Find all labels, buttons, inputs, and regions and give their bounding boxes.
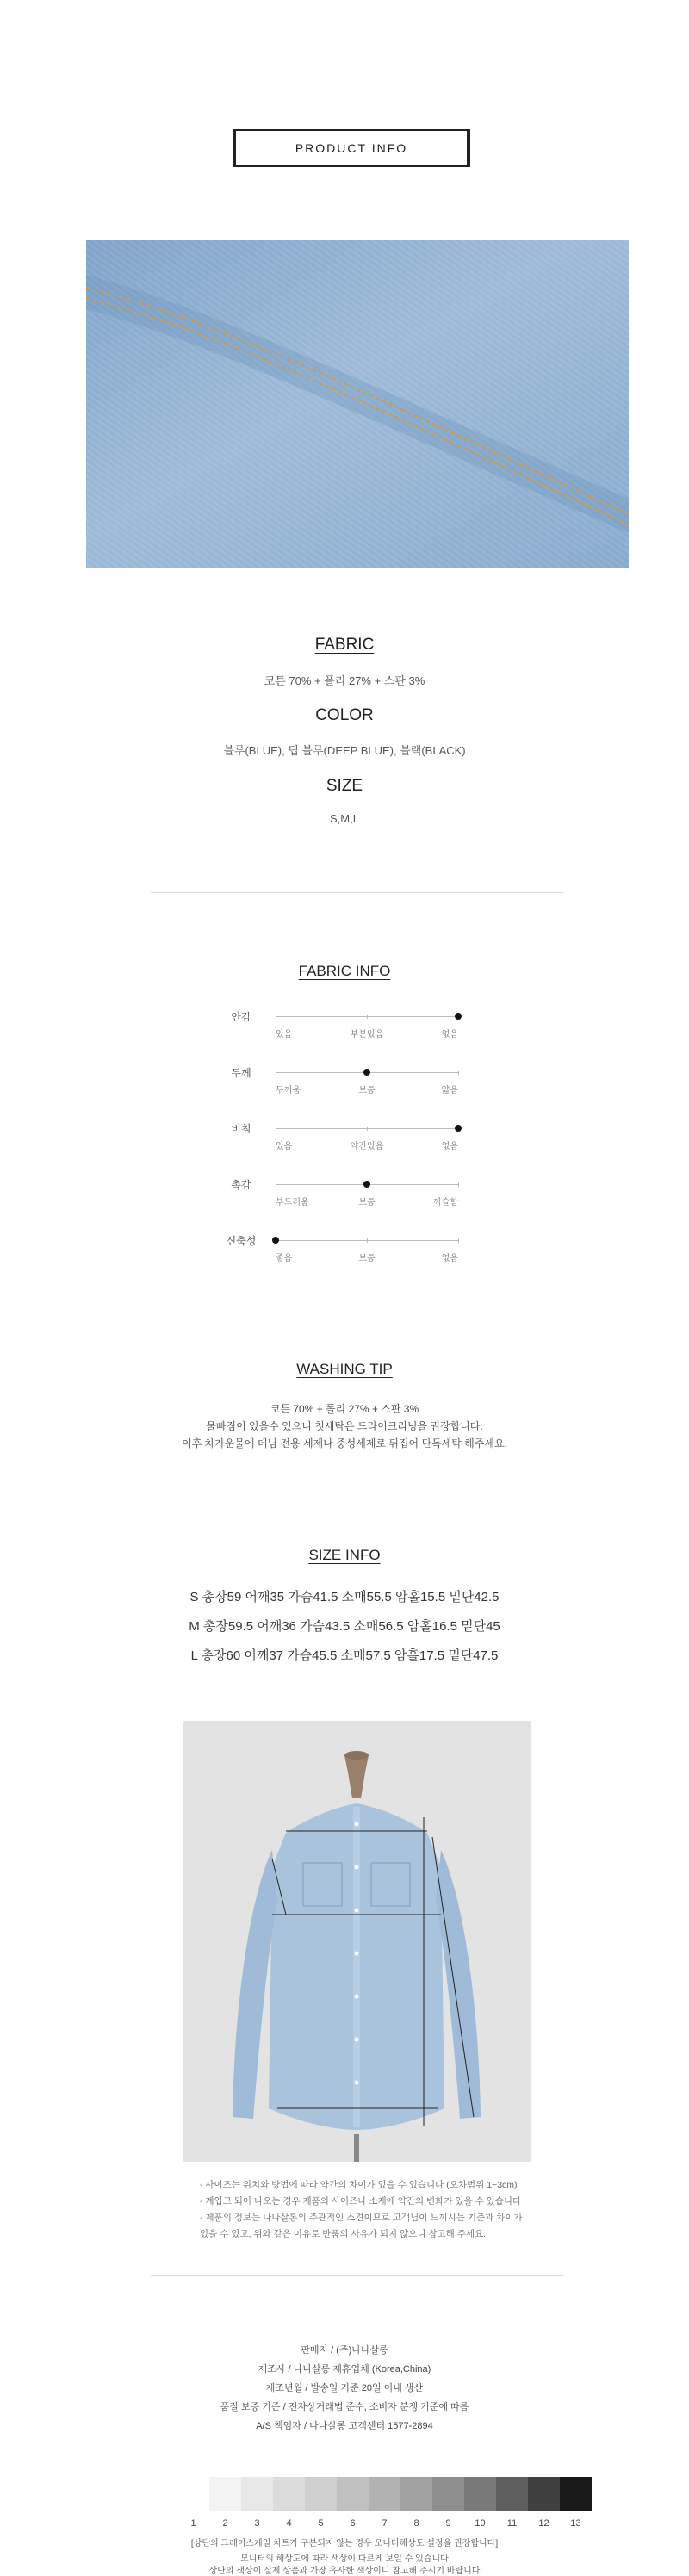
size-note: - 계입고 되어 나오는 경우 제품의 사이즈나 소재에 약간의 변화가 있을 수 있습니다 [200, 2196, 522, 2207]
grayscale-number: 10 [475, 2518, 486, 2529]
grayscale-number: 11 [506, 2518, 518, 2529]
grayscale-swatch [273, 2477, 305, 2511]
grayscale-number: 9 [445, 2518, 451, 2529]
fabric-info-tick [367, 1015, 368, 1019]
fabric-info-selected-dot [455, 1013, 462, 1020]
fabric-info-option: 있음 [276, 1030, 293, 1040]
grayscale-swatch [337, 2477, 369, 2511]
fabric-info-tick [458, 1071, 459, 1075]
grayscale-number: 2 [222, 2518, 228, 2529]
fabric-info-label: 비침 [231, 1123, 251, 1135]
fabric-info-option: 약간있음 [350, 1142, 384, 1151]
fabric-info-tick [367, 1127, 368, 1131]
washing-tip-title: WASHING TIP [296, 1361, 393, 1377]
grayscale-note: 상단의 색상이 실제 상품과 가장 유사한 색상이니 참고해 주시기 바랍니다 [208, 2567, 481, 2576]
fabric-info-tick [367, 1238, 368, 1243]
grayscale-number: 7 [382, 2518, 388, 2529]
grayscale-number: 8 [413, 2518, 419, 2529]
grayscale-number: 1 [190, 2518, 196, 2529]
grayscale-number: 6 [350, 2518, 356, 2529]
grayscale-swatch [560, 2477, 592, 2511]
shirt-measurement-photo [183, 1721, 531, 2162]
size-info-title: SIZE INFO [308, 1547, 381, 1563]
fabric-info-option: 부분있음 [350, 1030, 384, 1040]
footer-line: 판매자 / (주)나나살롱 [301, 2345, 388, 2356]
grayscale-swatch [432, 2477, 464, 2511]
fabric-info-option: 보통 [358, 1254, 376, 1263]
grayscale-note: 모니터의 해상도에 따라 색상이 다르게 보일 수 있습니다 [240, 2554, 449, 2564]
fabric-info-option: 없음 [441, 1142, 458, 1151]
fabric-info-option: 두꺼움 [276, 1086, 301, 1096]
grayscale-number: 4 [286, 2518, 292, 2529]
fabric-info-label: 촉감 [231, 1179, 251, 1191]
grayscale-swatch [496, 2477, 528, 2511]
washing-line: 코튼 70% + 폴리 27% + 스판 3% [270, 1403, 419, 1415]
grayscale-swatch [177, 2477, 209, 2511]
fabric-info-selected-dot [363, 1181, 370, 1188]
grayscale-swatch [305, 2477, 337, 2511]
color-title: COLOR [315, 706, 374, 724]
grayscale-swatch [528, 2477, 560, 2511]
fabric-info-selected-dot [363, 1069, 370, 1076]
fabric-info-title: FABRIC INFO [298, 963, 391, 979]
grayscale-swatch [209, 2477, 241, 2511]
grayscale-number: 12 [538, 2518, 549, 2529]
grayscale-number: 5 [318, 2518, 324, 2529]
fabric-info-label: 안감 [231, 1011, 251, 1023]
footer-line: 제조사 / 나나살롱 제휴업체 (Korea,China) [258, 2364, 431, 2374]
size-value: S,M,L [330, 812, 359, 825]
grayscale-swatch [369, 2477, 400, 2511]
grayscale-number: 13 [570, 2518, 581, 2529]
grayscale-caption: [상단의 그레이스케일 차트가 구분되지 않는 경우 모니터해상도 설정을 권장합니다] [190, 2539, 499, 2548]
fabric-info-option: 얇음 [441, 1086, 458, 1096]
fabric-info-tick [458, 1182, 459, 1187]
footer-line: A/S 책임자 / 나나살롱 고객센터 1577-2894 [256, 2421, 433, 2431]
size-title: SIZE [326, 777, 363, 795]
washing-line: 이후 차가운물에 데님 전용 세제나 중성세제로 뒤집어 단독세탁 해주세요. [182, 1437, 507, 1449]
size-line-l: L 총장60 어깨37 가슴45.5 소매57.5 암홀17.5 밑단47.5 [190, 1648, 499, 1663]
fabric-info-tick [458, 1238, 459, 1243]
fabric-info-label: 신축성 [226, 1235, 257, 1247]
fabric-info-option: 있음 [276, 1142, 293, 1151]
fabric-info-option: 보통 [358, 1086, 376, 1096]
divider [151, 2275, 564, 2276]
washing-line: 물빠짐이 있을수 있으니 첫세탁은 드라이크리닝을 권장합니다. [206, 1420, 483, 1432]
size-note: 있을 수 있고, 위와 같은 이유로 반품의 사유가 되지 않으니 참고해 주세요. [200, 2229, 487, 2239]
product-info-header: PRODUCT INFO [233, 129, 470, 167]
fabric-info-option: 없음 [441, 1030, 458, 1040]
denim-fabric-photo [86, 240, 629, 568]
footer-line: 제조년월 / 발송일 기준 20일 이내 생산 [265, 2383, 424, 2393]
footer-line: 품질 보증 기준 / 전자상거래법 준수, 소비자 분쟁 기준에 따름 [220, 2402, 469, 2412]
size-line-m: M 총장59.5 어깨36 가슴43.5 소매56.5 암홀16.5 밑단45 [189, 1619, 500, 1634]
fabric-info-option: 까슬함 [433, 1198, 458, 1207]
divider [151, 892, 564, 893]
grayscale-swatch [400, 2477, 432, 2511]
fabric-info-option: 부드러움 [276, 1198, 309, 1207]
grayscale-swatch [241, 2477, 273, 2511]
size-note: - 사이즈는 위치와 방법에 따라 약간의 차이가 있을 수 있습니다 (오차범위 1~3cm) [200, 2180, 518, 2190]
fabric-info-option: 보통 [358, 1198, 376, 1207]
fabric-info-option: 좋음 [276, 1254, 293, 1263]
grayscale-number: 3 [254, 2518, 260, 2529]
size-line-s: S 총장59 어깨35 가슴41.5 소매55.5 암홀15.5 밑단42.5 [189, 1590, 500, 1605]
fabric-info-selected-dot [272, 1237, 279, 1244]
fabric-info-selected-dot [455, 1125, 462, 1132]
color-value: 블루(BLUE), 딥 블루(DEEP BLUE), 블랙(BLACK) [223, 744, 466, 757]
fabric-info-option: 없음 [441, 1254, 458, 1263]
fabric-info-label: 두께 [231, 1067, 251, 1079]
fabric-value: 코튼 70% + 폴리 27% + 스판 3% [264, 674, 425, 687]
size-note: - 제품의 정보는 나나살롱의 주관적인 소견이므로 고객님이 느끼시는 기준과 차이가 [200, 2213, 523, 2223]
fabric-title: FABRIC [314, 636, 375, 654]
grayscale-swatch [464, 2477, 496, 2511]
